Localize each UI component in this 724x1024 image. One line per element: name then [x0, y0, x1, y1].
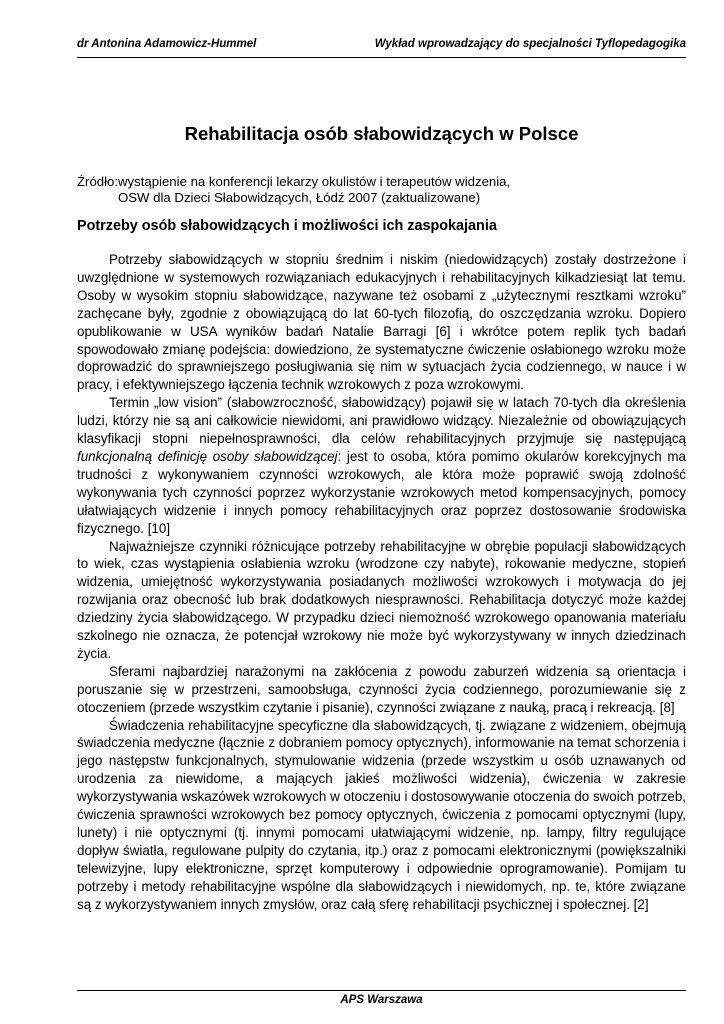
paragraph-4: Sferami najbardziej narażonymi na zakłócenia z powodu zaburzeń widzenia są orientacja i poruszanie się w przestrzeni, samoobsługa, czynności życia codziennego, porozumiewanie się z otoczeniem (przede wszystkim czytanie i pisanie), czynności związane z nauką, pracą i rekreacją. [8]	[77, 663, 686, 715]
source-line-2: OSW dla Dzieci Słabowidzących, Łódź 2007 (zaktualizowane)	[118, 190, 481, 205]
footer-rule	[77, 990, 686, 991]
source-label: Źródło:	[77, 174, 119, 189]
running-header	[77, 38, 686, 50]
paragraph-2-part-2: : jest to osoba, która pomimo okularów korekcyjnych ma trudności z wykonywaniem czynności wzrokowych, ale która może poprawić swoją zdolność wykonywania tych czynności poprzez wykorzystanie wzrokowych metod kompensacyjnych, pomocy ułatwiających widzenie i innych pomocy rehabilitacyjnych oraz poprzez dostosowanie środowiska fizycznego. [10]	[77, 448, 686, 536]
paragraph-3: Najważniejsze czynniki różnicujące potrzeby rehabilitacyjne w obrębie populacji słabowidzących to wiek, czas wystąpienia osłabienia wzroku (wrodzone czy nabyte), rokowanie medyczne, stopień widzenia, umiejętność wykorzystywania posiadanych możliwości wzrokowych i motywacja do jej rozwijania oraz obecność lub brak dodatkowych niesprawności. Rehabilitacja dotyczyć może każdej dziedziny życia słabowidzącego. W przypadku dzieci niemożność wzrokowego opanowania materiału szkolnego nie oznacza, że potencjał wzrokowy nie może być wykorzystywany w innych dziedzinach życia.	[77, 538, 686, 661]
paragraph-2-definition: funkcjonalną definicję osoby słabowidzącej	[77, 448, 338, 464]
header-course: Wykład wprowadzający do specjalności Tyflopedagogika	[374, 38, 686, 50]
body-text	[77, 251, 686, 914]
document-title: Rehabilitacja osób słabowidzących w Polsce	[184, 123, 579, 144]
section-heading: Potrzeby osób słabowidzących i możliwości ich zaspokajania	[77, 218, 497, 234]
paragraph-2-part-1: Termin „low vision” (słabowzroczność, słabowidzący) pojawił się w latach 70-tych dla określenia ludzi, którzy nie są ani całkowicie niewidomi, ani prawidłowo widzący. Niezależnie od obowiązujących klasyfikacji stopni niepełnosprawności, dla celów rehabilitacyjnych przyjmuje się następującą	[77, 395, 686, 447]
header-rule	[77, 57, 686, 58]
paragraph-1: Potrzeby słabowidzących w stopniu średnim i niskim (niedowidzących) zostały dostrzeżone i uwzględnione w systemowych rozwiązaniach edukacyjnych i rehabilitacyjnych kilkadziesiąt lat temu. Osoby w wysokim stopniu słabowidzące, nazywane też osobami z „użytecznymi resztkami wzroku” zachęcane były, zgodnie z obowiązującą do lat 60-tych filozofią, do oszczędzania wzroku. Dopiero opublikowanie w USA wyników badań Natalie Barragi [6] i wkrótce potem replik tych badań spowodowało zmianę podejścia: dowiedziono, że systematyczne ćwiczenie osłabionego wzroku może doprowadzić do sprawniejszego posługiwania się nim w sytuacjach życia codziennego, w nauce i w pracy, i efektywniejszego łączenia technik wzrokowych z poza wzrokowymi.	[77, 252, 686, 393]
running-footer: APS Warszawa	[340, 994, 423, 1006]
source-note	[77, 174, 686, 206]
source-line-1: wystąpienie na konferencji lekarzy okulistów i terapeutów widzenia,	[118, 174, 511, 189]
paragraph-5: Świadczenia rehabilitacyjne specyficzne dla słabowidzących, tj. związane z widzeniem, obejmują świadczenia medyczne (łącznie z dobraniem pomocy optycznych), informowanie na temat schorzenia i jego następstw funkcjonalnych, stymulowanie widzenia (przede wszystkim u osób uznawanych od urodzenia za niewidome, a mających jakieś możliwości widzenia), ćwiczenia w zakresie wykorzystywania wskazówek wzrokowych w otoczeniu i dostosowywanie otoczenia do swoich potrzeb, ćwiczenia sprawności wzrokowych bez pomocy optycznych, ćwiczenia z pomocami optycznymi (lupy, lunety) i nie optycznymi (tj. innymi pomocami ułatwiającymi widzenie, np. lampy, filtry regulujące dopływ światła, regulowane pulpity do czytania, itp.) oraz z pomocami elektronicznymi (powiększalniki telewizyjne, lupy elektroniczne, sprzęt komputerowy i odpowiednie oprogramowanie). Pomijam tu potrzeby i metody rehabilitacyjne wspólne dla słabowidzących i niewidomych, np. te, które związane są z wykorzystywaniem innych zmysłów, oraz całą sferę rehabilitacji psychicznej i społecznej. [2]	[77, 717, 686, 912]
header-author: dr Antonina Adamowicz-Hummel	[77, 38, 257, 50]
paragraph-2	[77, 394, 686, 537]
